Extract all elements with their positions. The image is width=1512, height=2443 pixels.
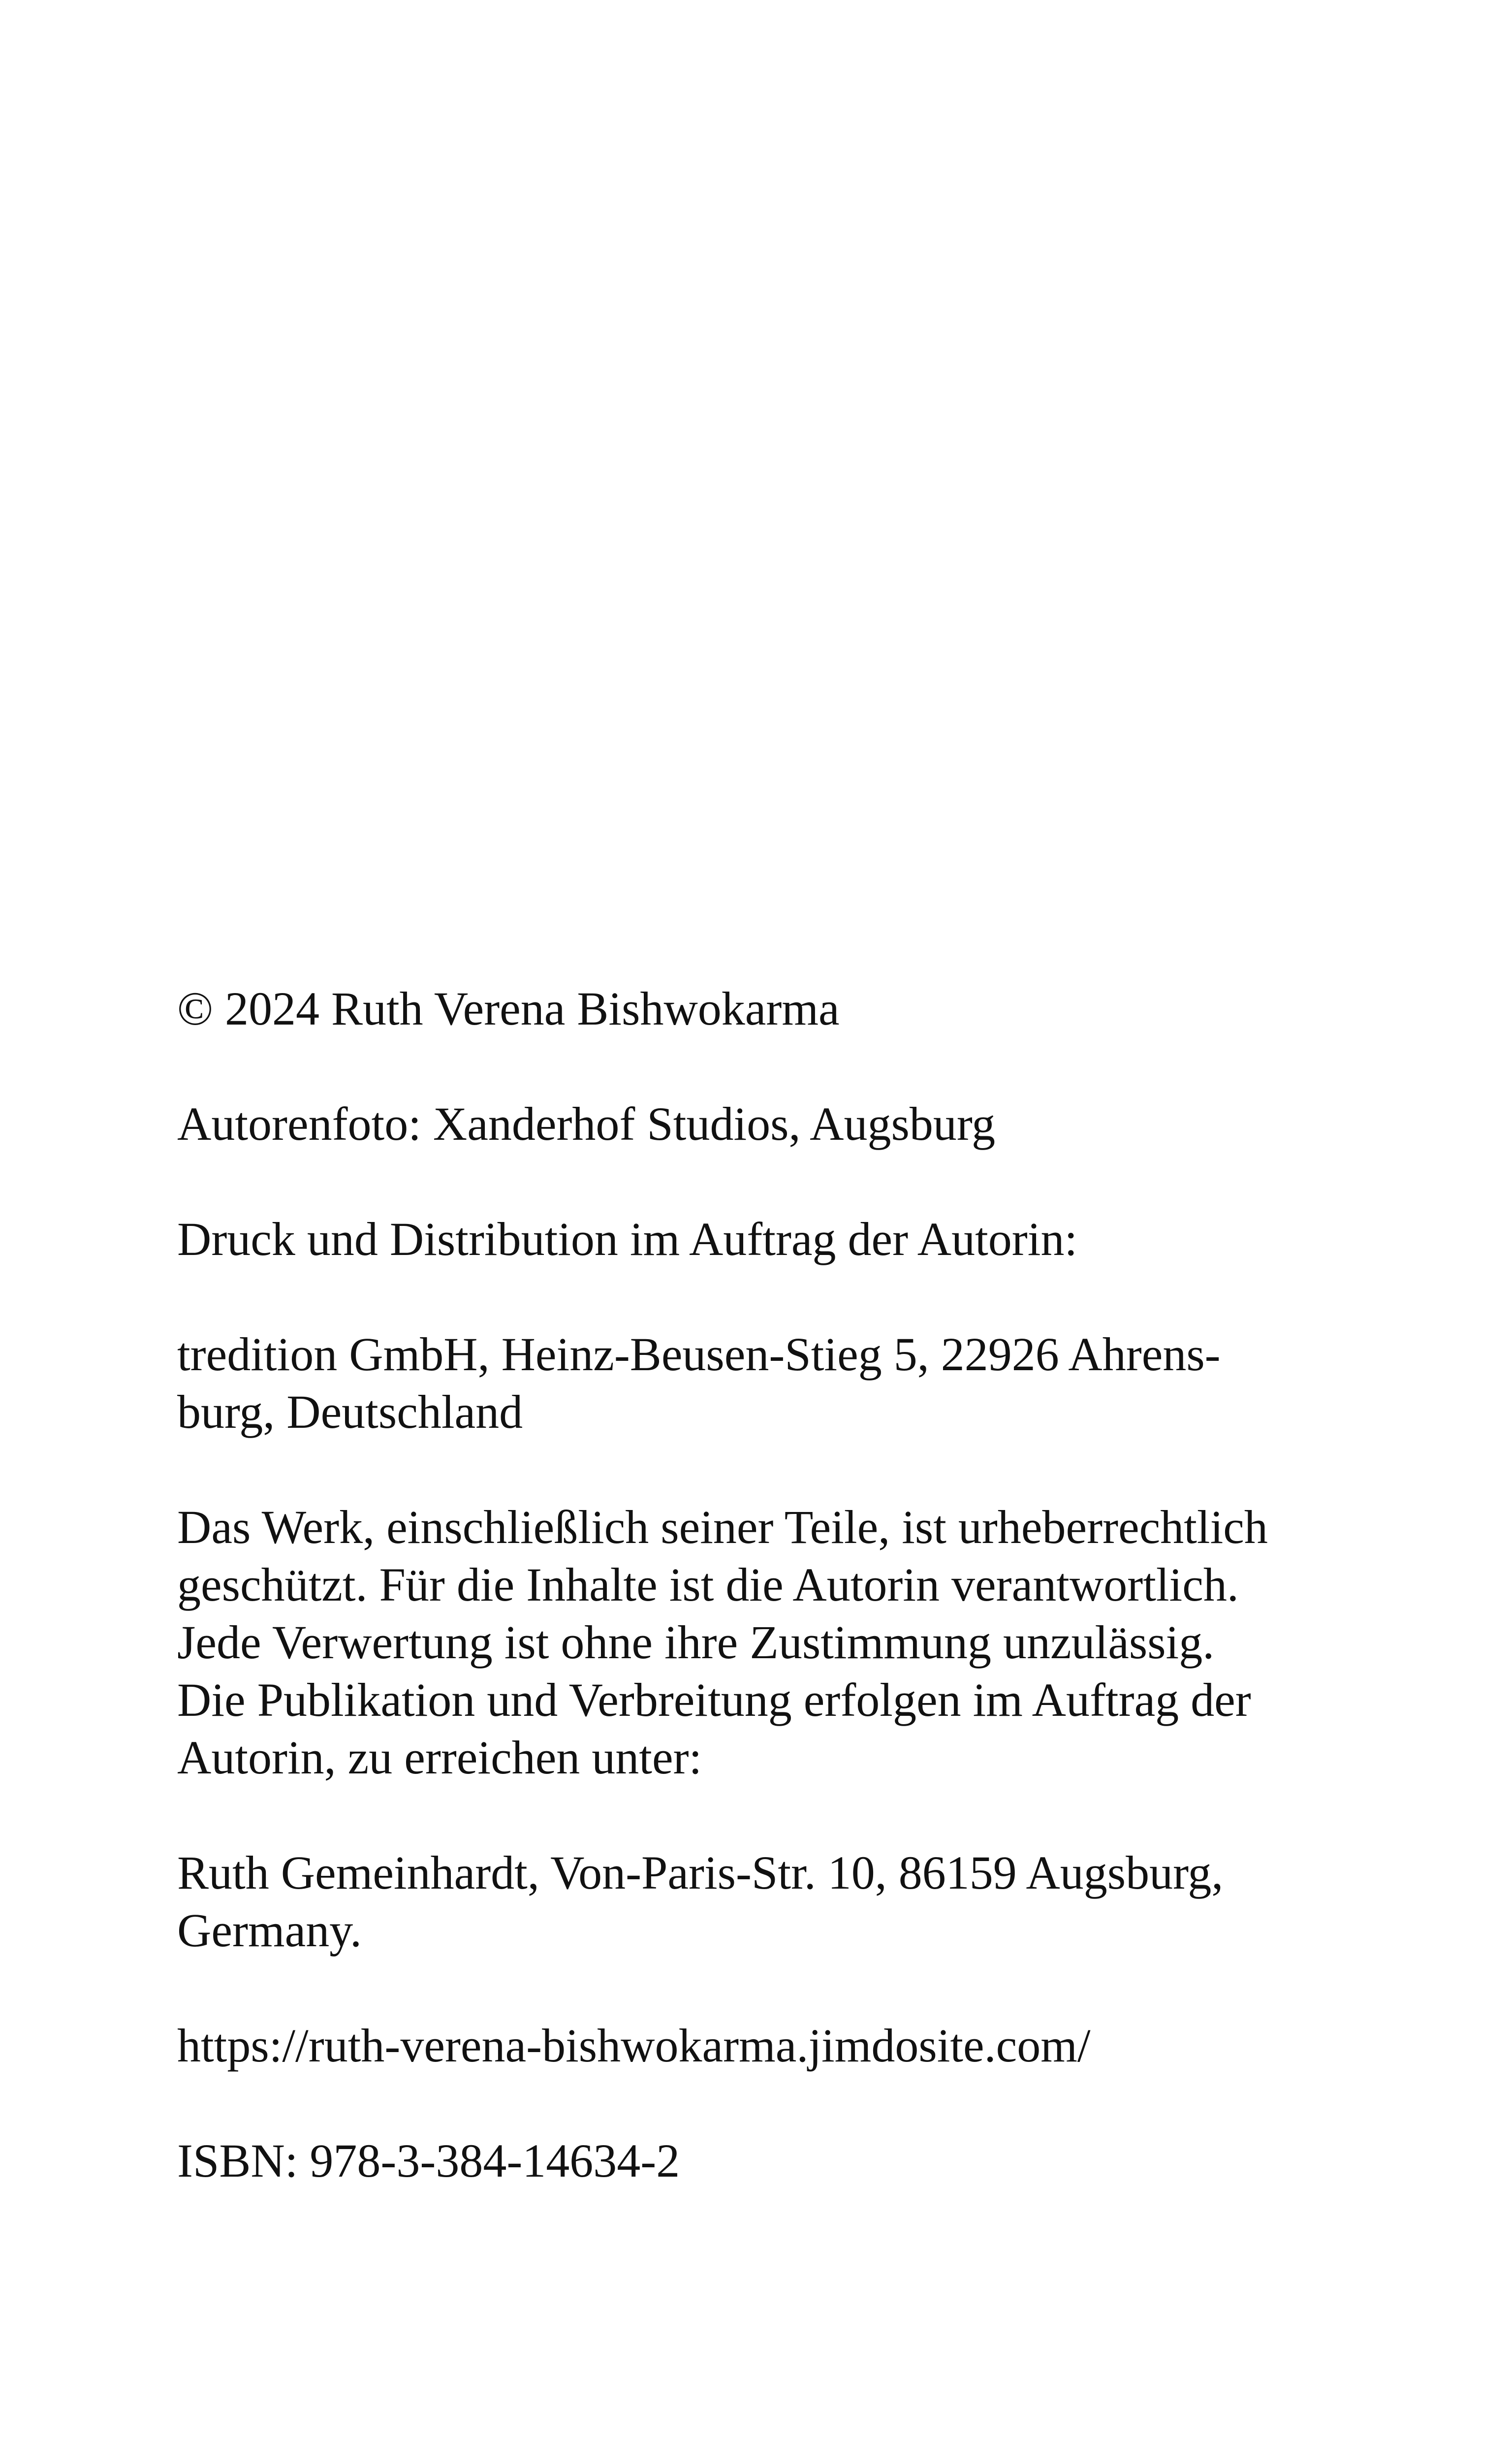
copyright-line: © 2024 Ruth Verena Bishwokarma — [177, 982, 840, 1035]
print-distribution-line: Druck und Distribution im Auftrag der Autorin: — [177, 1213, 1078, 1265]
legal-notice-line: Das Werk, einschließlich seiner Teile, ist urheberrechtlich — [177, 1501, 1268, 1553]
imprint-block — [177, 980, 1358, 2189]
isbn-line: ISBN: 978-3-384-14634-2 — [177, 2134, 680, 2187]
publisher-address-line: tredition GmbH, Heinz-Beusen-Stieg 5, 22926 Ahrens- — [177, 1328, 1221, 1381]
legal-notice — [177, 1498, 1358, 1786]
legal-notice-line: Die Publikation und Verbreitung erfolgen im Auftrag der — [177, 1673, 1251, 1726]
publisher-address-line: burg, Deutschland — [177, 1385, 523, 1438]
legal-notice-line: Autorin, zu erreichen unter: — [177, 1731, 702, 1784]
photo-credit: Autorenfoto: Xanderhof Studios, Augsburg — [177, 1097, 996, 1150]
author-address — [177, 1844, 1358, 1959]
publisher-address — [177, 1325, 1358, 1441]
author-address-line: Germany. — [177, 1904, 362, 1957]
legal-notice-line: geschützt. Für die Inhalte ist die Autorin verantwortlich. — [177, 1558, 1239, 1611]
author-address-line: Ruth Gemeinhardt, Von-Paris-Str. 10, 86159 Augsburg, — [177, 1846, 1224, 1899]
legal-notice-line: Jede Verwertung ist ohne ihre Zustimmung unzulässig. — [177, 1616, 1215, 1669]
website-link[interactable]: https://ruth-verena-bishwokarma.jimdosite.com/ — [177, 2019, 1091, 2072]
